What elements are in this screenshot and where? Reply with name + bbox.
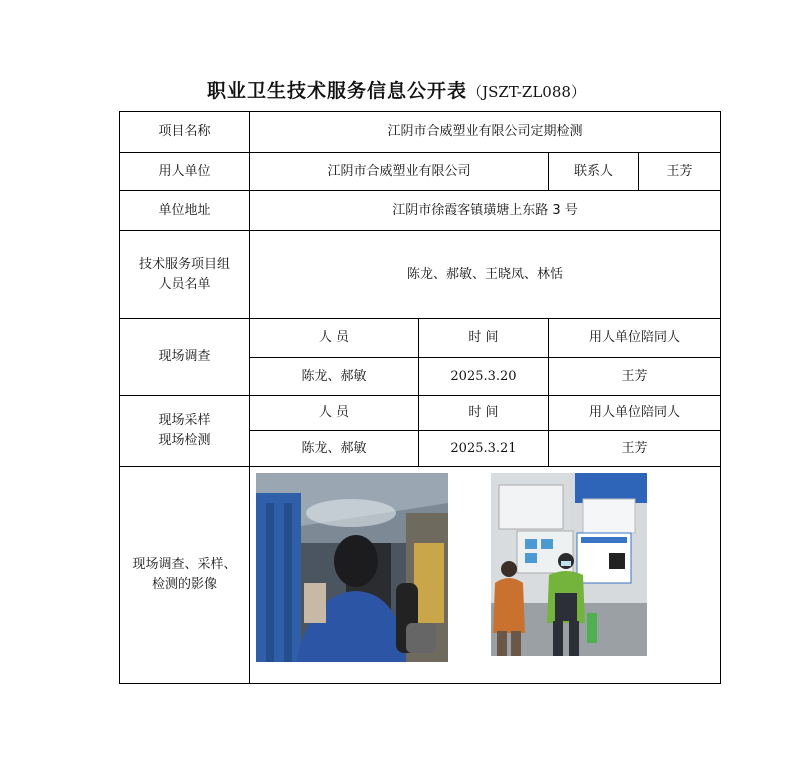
images-label-line2: 检测的影像 — [151, 577, 217, 592]
photo-team-onsite — [491, 473, 647, 656]
sampling-date: 2025.3.21 — [419, 431, 549, 467]
sampling-header-row — [120, 396, 721, 431]
images-cell — [250, 467, 721, 684]
survey-people: 陈龙、郝敏 — [250, 358, 419, 396]
contact-label: 联系人 — [549, 153, 639, 191]
project-label: 项目名称 — [120, 112, 250, 153]
survey-header-time: 时 间 — [419, 319, 549, 358]
sampling-header-people: 人 员 — [250, 396, 419, 431]
title-main: 职业卫生技术服务信息公开表 — [207, 80, 468, 102]
survey-escort: 王芳 — [549, 358, 721, 396]
photo-gallery — [250, 467, 720, 683]
team-row — [120, 231, 721, 319]
survey-date: 2025.3.20 — [419, 358, 549, 396]
employer-label: 用人单位 — [120, 153, 250, 191]
photo-field-measurement — [256, 473, 448, 662]
page-title — [0, 76, 793, 103]
sampling-label — [120, 396, 250, 467]
sampling-header-time: 时 间 — [419, 396, 549, 431]
images-label — [120, 467, 250, 684]
address-value: 江阴市徐霞客镇璜塘上东路 3 号 — [250, 191, 721, 231]
employer-row — [120, 153, 721, 191]
survey-label: 现场调查 — [120, 319, 250, 396]
team-value: 陈龙、郝敏、王晓凤、林恬 — [250, 231, 721, 319]
project-value: 江阴市合威塑业有限公司定期检测 — [250, 112, 721, 153]
sampling-label-line1: 现场采样 — [158, 413, 211, 428]
contact-value: 王芳 — [639, 153, 721, 191]
form-code: （JSZT-ZL088） — [467, 83, 586, 101]
team-label-line2: 人员名单 — [158, 276, 211, 292]
employer-value: 江阴市合威塑业有限公司 — [250, 153, 549, 191]
address-label: 单位地址 — [120, 191, 250, 231]
images-label-line1: 现场调查、采样、 — [132, 557, 237, 572]
sampling-escort: 王芳 — [549, 431, 721, 467]
sampling-people: 陈龙、郝敏 — [250, 431, 419, 467]
sampling-label-line2: 现场检测 — [158, 433, 211, 448]
team-label-line1: 技术服务项目组 — [138, 256, 230, 272]
images-row — [120, 467, 721, 684]
project-row — [120, 112, 721, 153]
team-label — [120, 231, 250, 319]
info-table — [119, 111, 721, 684]
sampling-header-escort: 用人单位陪同人 — [549, 396, 721, 431]
survey-header-people: 人 员 — [250, 319, 419, 358]
survey-header-escort: 用人单位陪同人 — [549, 319, 721, 358]
address-row — [120, 191, 721, 231]
survey-header-row — [120, 319, 721, 358]
